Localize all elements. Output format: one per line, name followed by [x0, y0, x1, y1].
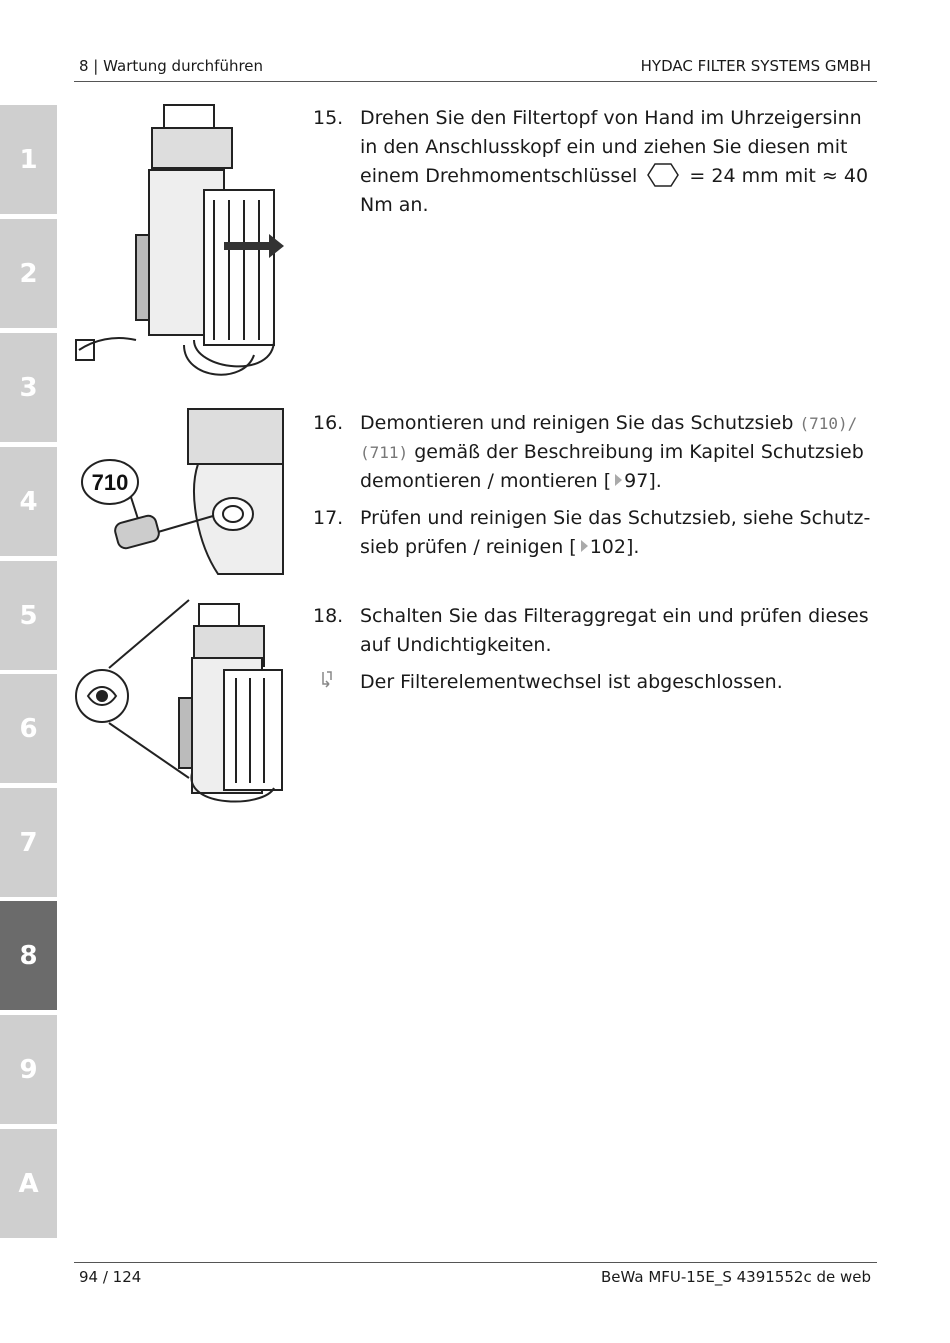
step-number: 15. [313, 107, 344, 129]
steps-block-3 [313, 602, 873, 705]
step-15 [313, 104, 873, 220]
chapter-tab-a[interactable]: A [0, 1129, 57, 1238]
header-chapter: 8 | Wartung durchführen [79, 57, 264, 75]
step-number: 18. [313, 605, 344, 627]
step-text [360, 504, 873, 562]
step-text-a: Prüfen und reinigen Sie das Schutzsieb, siehe Schutzsieb prüfen / reinigen [ [360, 507, 871, 558]
chapter-tab-7[interactable]: 7 [0, 788, 57, 897]
step-text-a: Drehen Sie den Filtertopf von Hand im Uhrzeigersinn in den Anschlusskopf ein und ziehen Sie diesen mit einem Drehmomentschlüssel [360, 107, 862, 187]
chapter-tab-5[interactable]: 5 [0, 561, 57, 670]
footer-rule [74, 1262, 877, 1263]
step-18 [313, 602, 873, 660]
step-number: 16. [313, 412, 344, 434]
result-line [313, 668, 873, 697]
page-ref-arrow-icon [615, 474, 622, 486]
eye-inspection-illustration [74, 598, 289, 808]
step-text-b: = 24 mm mit ≈ 40 Nm an. [360, 165, 869, 216]
step-text: Schalten Sie das Filteraggregat ein und prüfen dieses auf Undichtigkeiten. [360, 605, 869, 656]
header-company: HYDAC FILTER SYSTEMS GMBH [640, 57, 871, 75]
page-ref-102[interactable]: 102 [589, 536, 626, 558]
step-text [360, 104, 873, 220]
part-ref-711: (711) [360, 443, 409, 462]
chapter-tab-1[interactable]: 1 [0, 105, 57, 214]
page-ref-arrow-icon [581, 540, 588, 552]
chapter-tab-2[interactable]: 2 [0, 219, 57, 328]
chapter-tab-3[interactable]: 3 [0, 333, 57, 442]
steps-block-2 [313, 409, 873, 570]
part-ref-710: (710)/ [799, 414, 858, 433]
filter-unit-arrow-illustration [74, 100, 289, 385]
chapter-tab-4[interactable]: 4 [0, 447, 57, 556]
part-label-710: 710 [91, 470, 129, 495]
steps-block-1 [313, 104, 873, 228]
result-text: Der Filterelementwechsel ist abgeschlossen. [360, 671, 783, 693]
chapter-tab-6[interactable]: 6 [0, 674, 57, 783]
page-ref-97[interactable]: 97 [624, 470, 649, 492]
step-17 [313, 504, 873, 562]
document-id: BeWa MFU-15E_S 4391552c de web [600, 1268, 871, 1286]
chapter-tab-9[interactable]: 9 [0, 1015, 57, 1124]
step-number: 17. [313, 507, 344, 529]
hex-wrench-icon [646, 162, 680, 188]
result-icon [313, 668, 360, 697]
step-text-b: ]. [625, 536, 640, 558]
step-text-b: gemäß der Beschreibung im Kapitel Schutzsieb demontieren / montieren [ [360, 441, 864, 492]
step-text-a: Demontieren und reinigen Sie das Schutzsieb [360, 412, 794, 434]
sieve-illustration [78, 404, 286, 580]
header-rule [74, 81, 877, 82]
page-number: 94 / 124 [79, 1268, 142, 1286]
step-text-c: ]. [648, 470, 662, 492]
step-16 [313, 409, 873, 496]
chapter-tab-8[interactable]: 8 [0, 901, 57, 1010]
step-text [360, 409, 873, 496]
